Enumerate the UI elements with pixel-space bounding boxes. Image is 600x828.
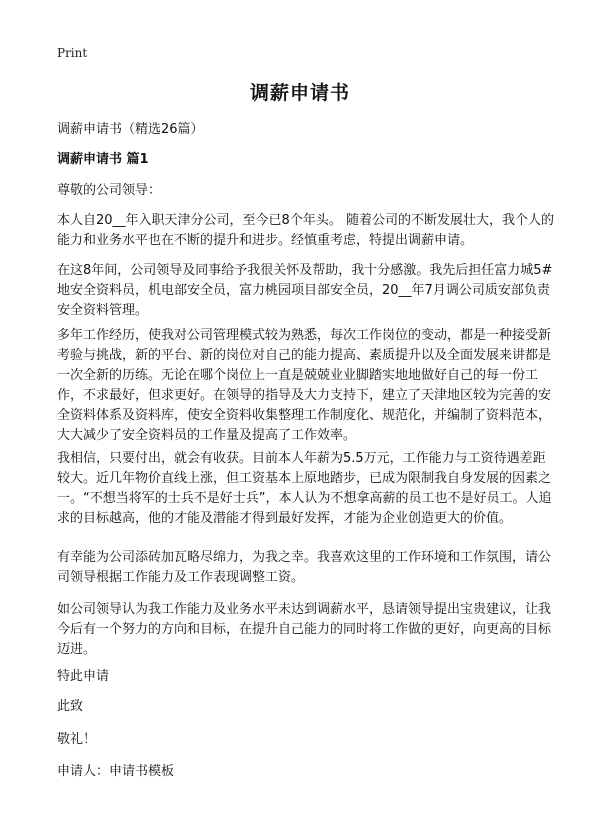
signature: 申请人：申请书模板 xyxy=(57,764,175,779)
print-link[interactable]: Print xyxy=(57,46,88,60)
paragraph: 本人自20__年入职天津分公司，至今已8个年头。 随着公司的不断发展壮大，我个人的能力和业务水平也在不断的提升和进步。经慎重考虑，特提出调薪申请。 xyxy=(57,213,554,248)
closing-line: 敬礼！ xyxy=(57,732,97,747)
closing-line: 特此申请 xyxy=(57,669,110,684)
greeting: 尊敬的公司领导： xyxy=(57,183,162,198)
section-heading: 调薪申请书 篇1 xyxy=(57,152,149,167)
paragraph: 多年工作经历，使我对公司管理模式较为熟悉，每次工作岗位的变动，都是一种接受新考验与挑战，新的平台、新的岗位对自己的能力提高、素质提升以及全面发展来讲都是一次全新的历练。无论在哪个岗位上一直是兢兢业业脚踏实地地做好自己的每一份工作，不求最好，但求更好。在领导的指导及大力支持下，建立了天津地区较为完善的安全资料体系及资料库，使安全资料收集整理工作制度化、规范化，并编制了资料范本，大大减少了安全资料员的工作量及提高了工作效率。 xyxy=(57,328,552,443)
paragraph: 我相信，只要付出，就会有收获。目前本人年薪为5.5万元，工作能力与工资待遇差距较大。近几年物价直线上涨，但工资基本上原地踏步，已成为限制我自身发展的因素之一。“不想当将军的士兵不是好士兵”，本人认为不想拿高薪的员工也不是好员工。人追求的目标越高，他的才能及潜能才得到最好发挥，才能为企业创造更大的价值。 xyxy=(57,451,552,526)
closing-line: 此致 xyxy=(57,699,84,714)
paragraph: 在这8年间，公司领导及同事给予我很关怀及帮助，我十分感激。我先后担任富力城5#地安全资料员，机电部安全员，富力桃园项目部安全员，20__年7月调公司质安部负责安全资料管理。 xyxy=(57,263,553,318)
paragraph: 有幸能为公司添砖加瓦略尽绵力，为我之幸。我喜欢这里的工作环境和工作氛围，请公司领导根据工作能力及工作表现调整工资。 xyxy=(57,550,552,585)
paragraph: 如公司领导认为我工作能力及业务水平未达到调薪水平，恳请领导提出宝贵建议，让我今后有一个努力的方向和目标，在提升自己能力的同时将工作做的更好，向更高的目标迈进。 xyxy=(57,602,552,657)
document-subtitle: 调薪申请书（精选26篇） xyxy=(57,122,204,137)
document-title: 调薪申请书 xyxy=(249,82,350,104)
